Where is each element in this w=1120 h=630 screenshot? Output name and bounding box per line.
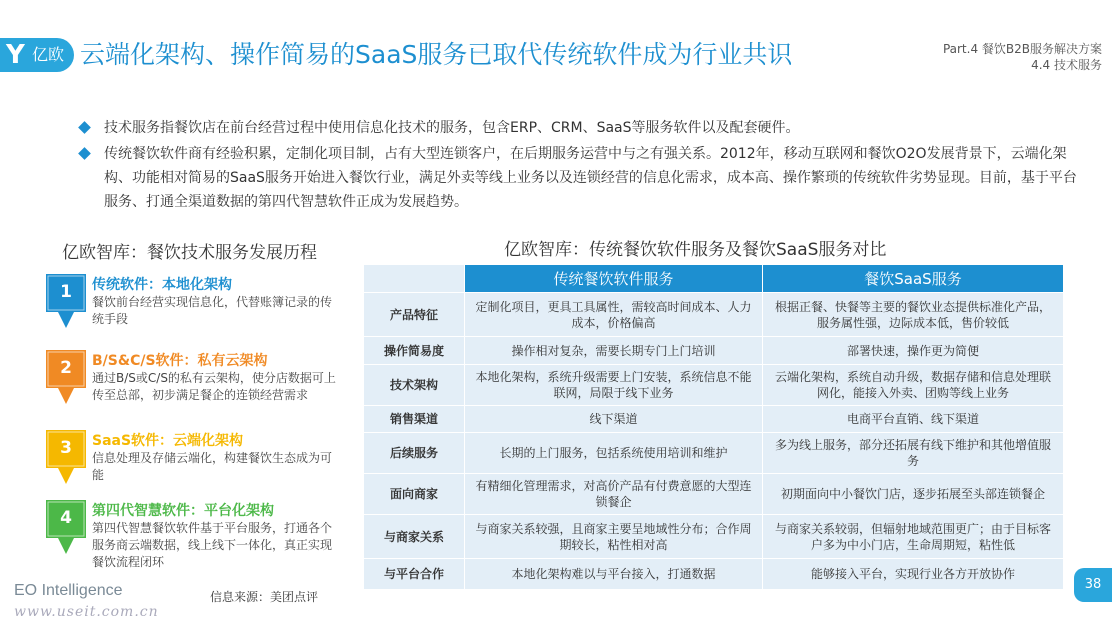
page-number: 38 xyxy=(1074,568,1112,602)
bullet-item xyxy=(78,116,1088,140)
table-row xyxy=(364,515,1063,558)
table-row xyxy=(364,433,1063,473)
cell-saas: 初期面向中小餐饮门店，逐步拓展至头部连锁餐企 xyxy=(762,474,1063,514)
cell-traditional: 与商家关系较强，且商家主要呈地域性分布；合作周期较长，粘性相对高 xyxy=(464,515,762,558)
bullet-text: 传统餐饮软件商有经验积累，定制化项目制，占有大型连锁客户，在后期服务运营中与之有强关系。2012年，移动互联网和餐饮O2O发展背景下，云端化架构、功能相对简易的SaaS服务开始进入餐饮行业，满足外卖等线上业务以及连锁经营的信息化需求，成本高、操作繁琐的传统软件劣势显现。目前，基于平台服务、打通全渠道数据的第四代智慧软件正成为发展趋势。 xyxy=(104,146,1077,210)
cell-traditional: 本地化架构难以与平台接入，打通数据 xyxy=(464,559,762,589)
diamond-bullet-icon xyxy=(78,121,91,134)
cell-saas: 云端化架构，系统自动升级，数据存储和信息处理联网化，能接入外卖、团购等线上业务 xyxy=(762,365,1063,405)
stage-title: 第四代智慧软件：平台化架构 xyxy=(92,503,274,519)
logo-mark: Y xyxy=(6,40,25,70)
stage-title: B/S&C/S软件：私有云架构 xyxy=(92,353,268,369)
timeline-title: 亿欧智库：餐饮技术服务发展历程 xyxy=(62,243,317,263)
stage-number: 3 xyxy=(60,438,72,458)
part-label: Part.4 餐饮B2B服务解决方案 xyxy=(942,42,1102,56)
bullet-item xyxy=(78,142,1088,214)
watermark: www.useit.com.cn xyxy=(14,604,159,620)
stage-description: 信息处理及存储云端化，构建餐饮生态成为可能 xyxy=(92,451,333,482)
subsection-label: 4.4 技术服务 xyxy=(1031,58,1102,72)
row-label: 与平台合作 xyxy=(364,559,464,589)
brand-footer: EO Intelligence xyxy=(14,582,123,599)
stage-description: 通过B/S或C/S的私有云架构，使分店数据可上传至总部，初步满足餐企的连锁经营需求 xyxy=(92,371,336,402)
row-label: 与商家关系 xyxy=(364,515,464,558)
cell-traditional: 有精细化管理需求，对高价产品有付费意愿的大型连锁餐企 xyxy=(464,474,762,514)
cell-traditional: 线下渠道 xyxy=(464,406,762,432)
stage-number: 1 xyxy=(60,282,72,302)
bullet-text: 技术服务指餐饮店在前台经营过程中使用信息化技术的服务，包含ERP、CRM、SaaS等服务软件以及配套硬件。 xyxy=(104,120,800,136)
table-header-blank xyxy=(364,265,464,292)
row-label: 面向商家 xyxy=(364,474,464,514)
row-label: 产品特征 xyxy=(364,293,464,336)
source-note: 信息来源：美团点评 xyxy=(210,590,319,604)
stage-description: 餐饮前台经营实现信息化，代替账簿记录的传统手段 xyxy=(92,295,333,326)
stage-number: 4 xyxy=(60,508,72,528)
cell-saas: 能够接入平台，实现行业各方开放协作 xyxy=(762,559,1063,589)
cell-traditional: 操作相对复杂，需要长期专门上门培训 xyxy=(464,337,762,364)
stage-description: 第四代智慧餐饮软件基于平台服务，打通各个服务商云端数据，线上线下一体化，真正实现餐饮流程闭环 xyxy=(92,521,333,569)
table-row xyxy=(364,293,1063,336)
page-title: 云端化架构、操作简易的SaaS服务已取代传统软件成为行业共识 xyxy=(80,40,793,69)
logo xyxy=(0,38,74,72)
table-header-saas: 餐饮SaaS服务 xyxy=(762,265,1063,292)
cell-saas: 电商平台直销、线下渠道 xyxy=(762,406,1063,432)
cell-saas: 部署快速，操作更为简便 xyxy=(762,337,1063,364)
cell-saas: 多为线上服务，部分还拓展有线下维护和其他增值服务 xyxy=(762,433,1063,473)
row-label: 操作简易度 xyxy=(364,337,464,364)
row-label: 后续服务 xyxy=(364,433,464,473)
table-row xyxy=(364,406,1063,432)
comparison-table xyxy=(364,264,1063,590)
diamond-bullet-icon xyxy=(78,147,91,160)
table-row xyxy=(364,474,1063,514)
bullet-list xyxy=(78,116,1088,216)
table-header-row xyxy=(364,265,1063,292)
table-row xyxy=(364,365,1063,405)
table-title: 亿欧智库：传统餐饮软件服务及餐饮SaaS服务对比 xyxy=(504,240,887,260)
cell-traditional: 定制化项目，更具工具属性，需较高时间成本、人力成本，价格偏高 xyxy=(464,293,762,336)
row-label: 技术架构 xyxy=(364,365,464,405)
cell-traditional: 长期的上门服务，包括系统使用培训和维护 xyxy=(464,433,762,473)
table-row xyxy=(364,559,1063,589)
stage-title: 传统软件：本地化架构 xyxy=(92,277,232,293)
section-label xyxy=(943,41,1102,73)
cell-saas: 根据正餐、快餐等主要的餐饮业态提供标准化产品，服务属性强，边际成本低，售价较低 xyxy=(762,293,1063,336)
cell-traditional: 本地化架构，系统升级需要上门安装，系统信息不能联网，局限于线下业务 xyxy=(464,365,762,405)
stage-number: 2 xyxy=(60,358,72,378)
table-row xyxy=(364,337,1063,364)
row-label: 销售渠道 xyxy=(364,406,464,432)
table-header-traditional: 传统餐饮软件服务 xyxy=(464,265,762,292)
stage-title: SaaS软件：云端化架构 xyxy=(92,433,244,449)
cell-saas: 与商家关系较弱，但辐射地域范围更广；由于目标客户多为中小门店，生命周期短，粘性低 xyxy=(762,515,1063,558)
logo-text: 亿欧 xyxy=(32,45,65,64)
